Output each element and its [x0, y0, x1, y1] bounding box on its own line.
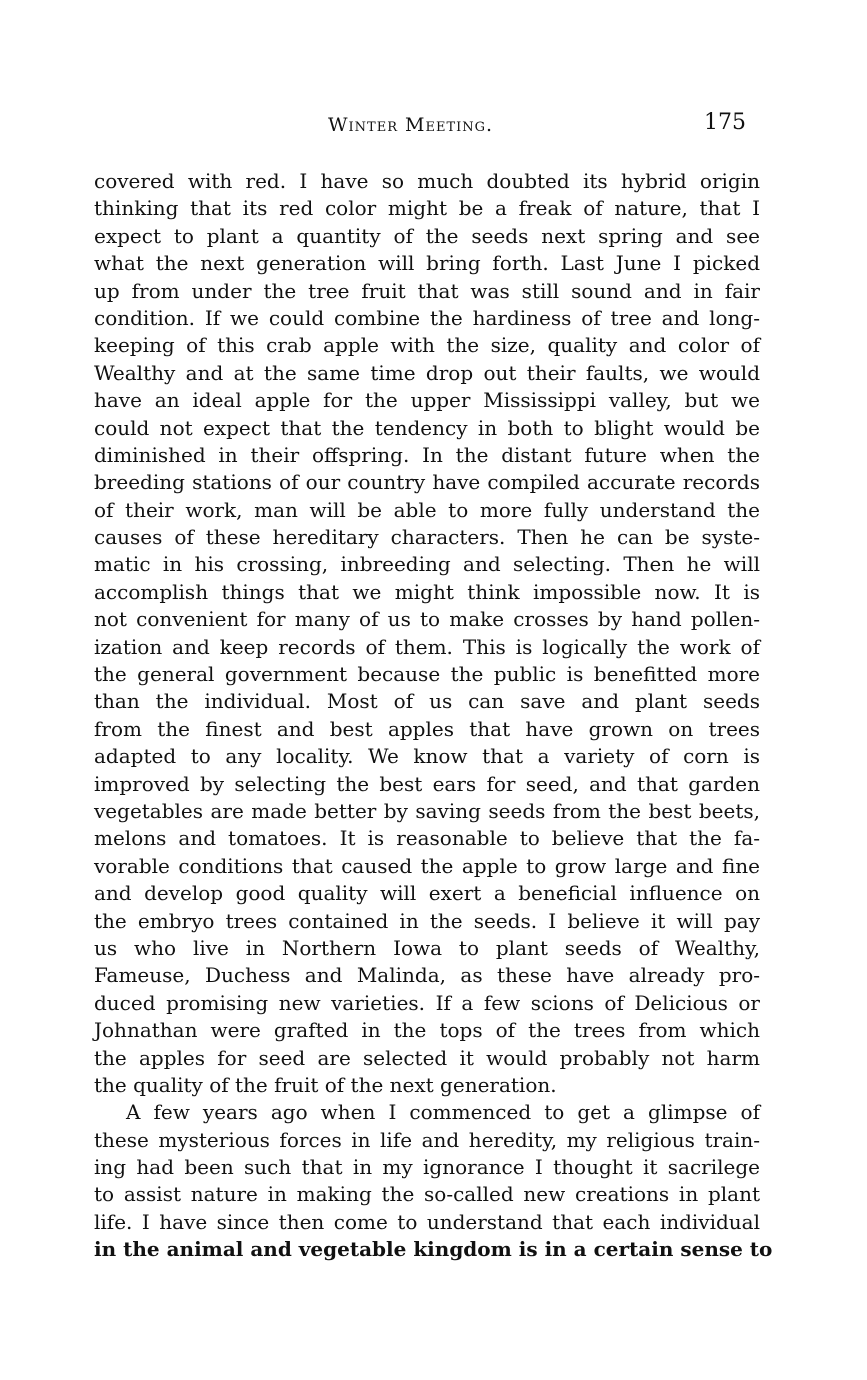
- paragraph-1: [94, 168, 760, 1099]
- text-line: to assist nature in making the so-called new creations in plant: [94, 1182, 760, 1207]
- text-line: vorable conditions that caused the apple to grow large and fine: [94, 853, 760, 878]
- text-line: ization and keep records of them. This is logically the work of: [94, 634, 760, 659]
- text-line: diminished in their offspring. In the distant future when the: [94, 442, 760, 467]
- text-line: covered with red. I have so much doubted its hybrid origin: [94, 169, 760, 193]
- text-line: of their work, man will be able to more fully understand the: [94, 497, 760, 522]
- text-line: improved by selecting the best ears for seed, and that garden: [94, 771, 760, 796]
- text-line: Fameuse, Duchess and Malinda, as these have already pro-: [94, 963, 760, 988]
- running-head: [92, 110, 752, 144]
- text-line: Johnathan were grafted in the tops of the trees from which: [94, 1018, 760, 1043]
- text-line: the embryo trees contained in the seeds. I believe it will pay: [94, 908, 760, 933]
- text-line: from the finest and best apples that have grown on trees: [94, 716, 760, 741]
- text-line: the quality of the fruit of the next generation.: [94, 1072, 557, 1097]
- text-line: the apples for seed are selected it would probably not harm: [94, 1045, 760, 1070]
- text-line: accomplish things that we might think impossible now. It is: [94, 579, 760, 604]
- text-line: what the next generation will bring forth. Last June I picked: [94, 251, 760, 276]
- text-line: keeping of this crab apple with the size, quality and color of: [94, 333, 760, 358]
- paragraph-2: [94, 1099, 773, 1263]
- text-line: up from under the tree fruit that was still sound and in fair: [94, 278, 760, 303]
- text-line: and develop good quality will exert a beneficial influence on: [94, 881, 760, 906]
- text-line: condition. If we could combine the hardiness of tree and long-: [94, 305, 760, 330]
- text-line: causes of these hereditary characters. Then he can be syste-: [94, 525, 760, 550]
- text-line: adapted to any locality. We know that a variety of corn is: [94, 744, 760, 769]
- text-line: expect to plant a quantity of the seeds next spring and see: [94, 223, 760, 248]
- body-text: [94, 168, 773, 1264]
- text-line: melons and tomatoes. It is reasonable to believe that the fa-: [94, 826, 760, 851]
- text-line: than the individual. Most of us can save and plant seeds: [94, 689, 760, 714]
- text-line: A few years ago when I commenced to get a glimpse of: [126, 1100, 760, 1125]
- text-line: in the animal and vegetable kingdom is in a certain sense to: [94, 1237, 773, 1262]
- text-line: duced promising new varieties. If a few scions of Delicious or: [94, 990, 760, 1015]
- text-line: thinking that its red color might be a freak of nature, that I: [94, 196, 760, 221]
- text-line: matic in his crossing, inbreeding and selecting. Then he will: [94, 552, 760, 577]
- text-line: vegetables are made better by saving seeds from the best beets,: [94, 798, 760, 823]
- text-line: ing had been such that in my ignorance I thought it sacrilege: [94, 1155, 760, 1180]
- text-line: could not expect that the tendency in both to blight would be: [94, 415, 760, 440]
- text-line: have an ideal apple for the upper Mississippi valley, but we: [94, 388, 760, 413]
- text-line: life. I have since then come to understand that each individual: [94, 1209, 760, 1234]
- page-number: 175: [704, 110, 746, 135]
- text-line: Wealthy and at the same time drop out their faults, we would: [94, 360, 760, 385]
- text-line: us who live in Northern Iowa to plant seeds of Wealthy,: [94, 935, 760, 960]
- running-head-title: Winter Meeting.: [328, 114, 494, 136]
- text-line: breeding stations of our country have compiled accurate records: [94, 470, 760, 495]
- text-line: not convenient for many of us to make crosses by hand pollen-: [94, 607, 760, 632]
- text-line: these mysterious forces in life and heredity, my religious train-: [94, 1127, 760, 1152]
- text-line: the general government because the public is benefitted more: [94, 662, 760, 687]
